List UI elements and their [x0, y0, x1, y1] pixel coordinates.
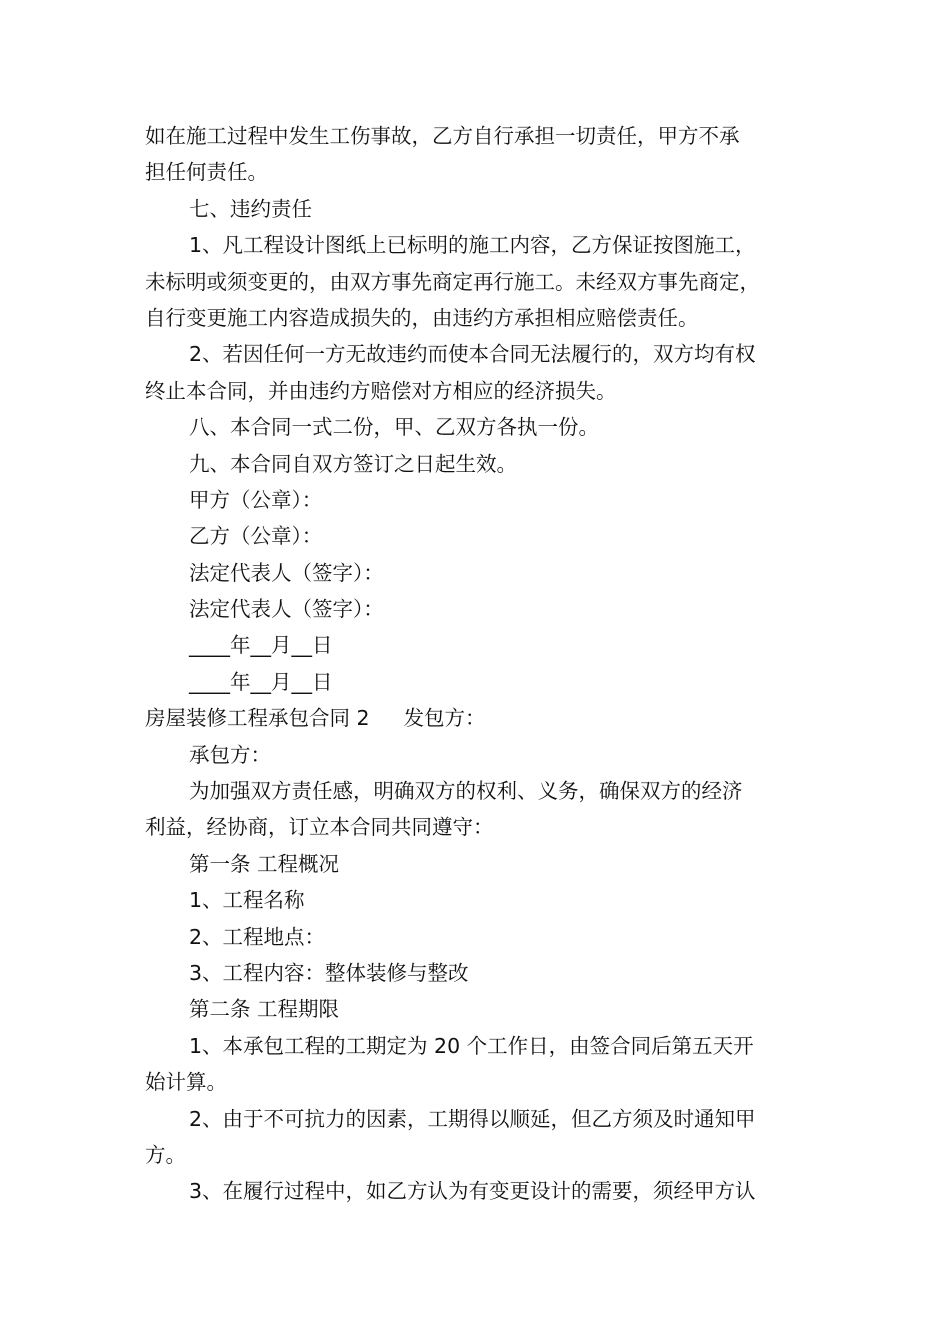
- signature-field-party-b: 乙方（公章）：: [189, 524, 323, 549]
- list-item: 3、在履行过程中，如乙方认为有变更设计的需要，须经甲方认: [189, 1179, 756, 1204]
- text-line: 始计算。: [145, 1070, 227, 1095]
- signature-field-party-a: 甲方（公章）：: [189, 487, 323, 512]
- contract-title: 房屋装修工程承包合同 2: [145, 706, 370, 731]
- contractor-label: 承包方：: [189, 742, 271, 767]
- text-line: 2、若因任何一方无故违约而使本合同无法履行的，双方均有权: [189, 342, 756, 367]
- article-heading: 第一条 工程概况: [189, 851, 340, 876]
- list-item: 1、本承包工程的工期定为 20 个工作日，由签合同后第五天开: [189, 1033, 754, 1058]
- text-line: 如在施工过程中发生工伤事故，乙方自行承担一切责任，甲方不承: [145, 124, 740, 148]
- document-body: [145, 118, 821, 1210]
- list-item: 2、工程地点：: [189, 924, 326, 949]
- list-item: 1、工程名称: [189, 888, 305, 913]
- section-heading: 七、违约责任: [189, 196, 312, 221]
- text-line: 自行变更施工内容造成损失的，由违约方承担相应赔偿责任。: [145, 305, 699, 330]
- date-field: ____年__月__日: [189, 633, 333, 658]
- text-line: 终止本合同，并由违约方赔偿对方相应的经济损失。: [145, 378, 617, 403]
- text-line: 未标明或须变更的，由双方事先商定再行施工。未经双方事先商定，: [145, 269, 760, 294]
- signature-field-rep-b: 法定代表人（签字）：: [189, 597, 384, 622]
- text-line: 1、凡工程设计图纸上已标明的施工内容，乙方保证按图施工，: [189, 233, 756, 258]
- contract-title-line: [145, 700, 821, 736]
- article-heading: 第二条 工程期限: [189, 997, 340, 1022]
- text-line: 为加强双方责任感，明确双方的权利、义务，确保双方的经济: [189, 779, 743, 804]
- list-item: 2、由于不可抗力的因素，工期得以顺延，但乙方须及时通知甲: [189, 1106, 756, 1131]
- date-field: ____年__月__日: [189, 669, 333, 694]
- section-heading: 八、本合同一式二份，甲、乙双方各执一份。: [189, 415, 599, 440]
- list-item: 3、工程内容：整体装修与整改: [189, 960, 469, 985]
- text-line: 担任何责任。: [145, 160, 268, 185]
- text-line: 利益，经协商，订立本合同共同遵守：: [145, 815, 494, 840]
- section-heading: 九、本合同自双方签订之日起生效。: [189, 451, 517, 476]
- text-line: 方。: [145, 1142, 186, 1167]
- employer-label: 发包方：: [403, 706, 486, 731]
- signature-field-rep-a: 法定代表人（签字）：: [189, 560, 384, 585]
